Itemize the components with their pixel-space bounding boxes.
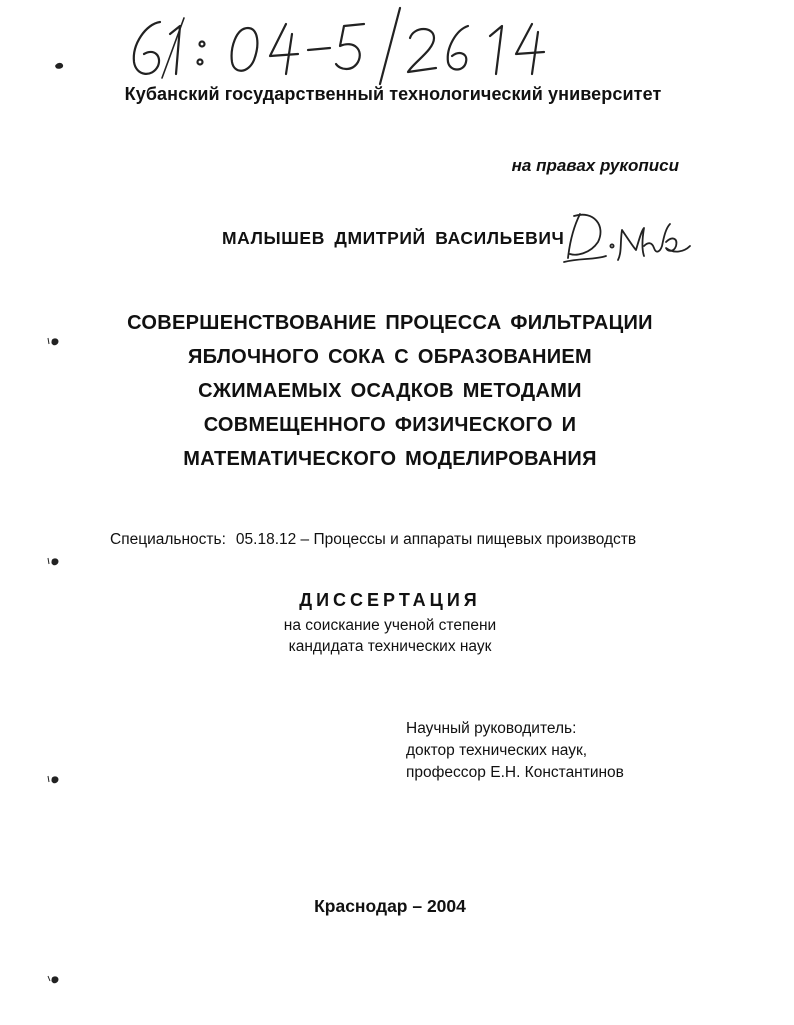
signature-drawing (560, 206, 700, 266)
city-year: Краснодар – 2004 (314, 896, 466, 916)
title-line: ЯБЛОЧНОГО СОКА С ОБРАЗОВАНИЕМ (188, 346, 592, 368)
margin-mark (46, 972, 60, 984)
specialty-value: 05.18.12 – Процессы и аппараты пищевых производств (235, 531, 637, 548)
handwritten-code-drawing (118, 4, 578, 86)
advisor-label: Научный руководитель: (406, 720, 577, 737)
handwritten-archive-code (118, 4, 578, 86)
author-name: МАЛЫШЕВ ДМИТРИЙ ВАСИЛЬЕВИЧ (222, 228, 565, 248)
advisor-degree: доктор технических наук, (406, 742, 588, 759)
specialty (110, 531, 636, 549)
margin-mark (46, 554, 60, 566)
manuscript-note: на правах рукописи (511, 156, 679, 175)
scientific-advisor (406, 718, 624, 784)
thesis-block (0, 590, 780, 657)
title-line: МАТЕМАТИЧЕСКОГО МОДЕЛИРОВАНИЯ (183, 448, 597, 470)
dissertation-title (0, 306, 780, 476)
thesis-degree-line: на соискание ученой степени (283, 617, 497, 634)
author-signature (560, 206, 700, 266)
thesis-field-line: кандидата технических наук (288, 638, 492, 655)
specialty-label: Специальность: (110, 531, 226, 548)
thesis-type: ДИССЕРТАЦИЯ (299, 590, 481, 610)
margin-mark (46, 334, 60, 346)
margin-mark (52, 58, 66, 70)
university-name: Кубанский государственный технологический университет (124, 84, 662, 104)
advisor-name: профессор Е.Н. Константинов (406, 764, 624, 781)
title-line: СОВЕРШЕНСТВОВАНИЕ ПРОЦЕССА ФИЛЬТРАЦИИ (127, 312, 653, 334)
margin-mark (46, 772, 60, 784)
title-line: СЖИМАЕМЫХ ОСАДКОВ МЕТОДАМИ (198, 380, 582, 402)
title-line: СОВМЕЩЕННОГО ФИЗИЧЕСКОГО И (203, 414, 577, 436)
